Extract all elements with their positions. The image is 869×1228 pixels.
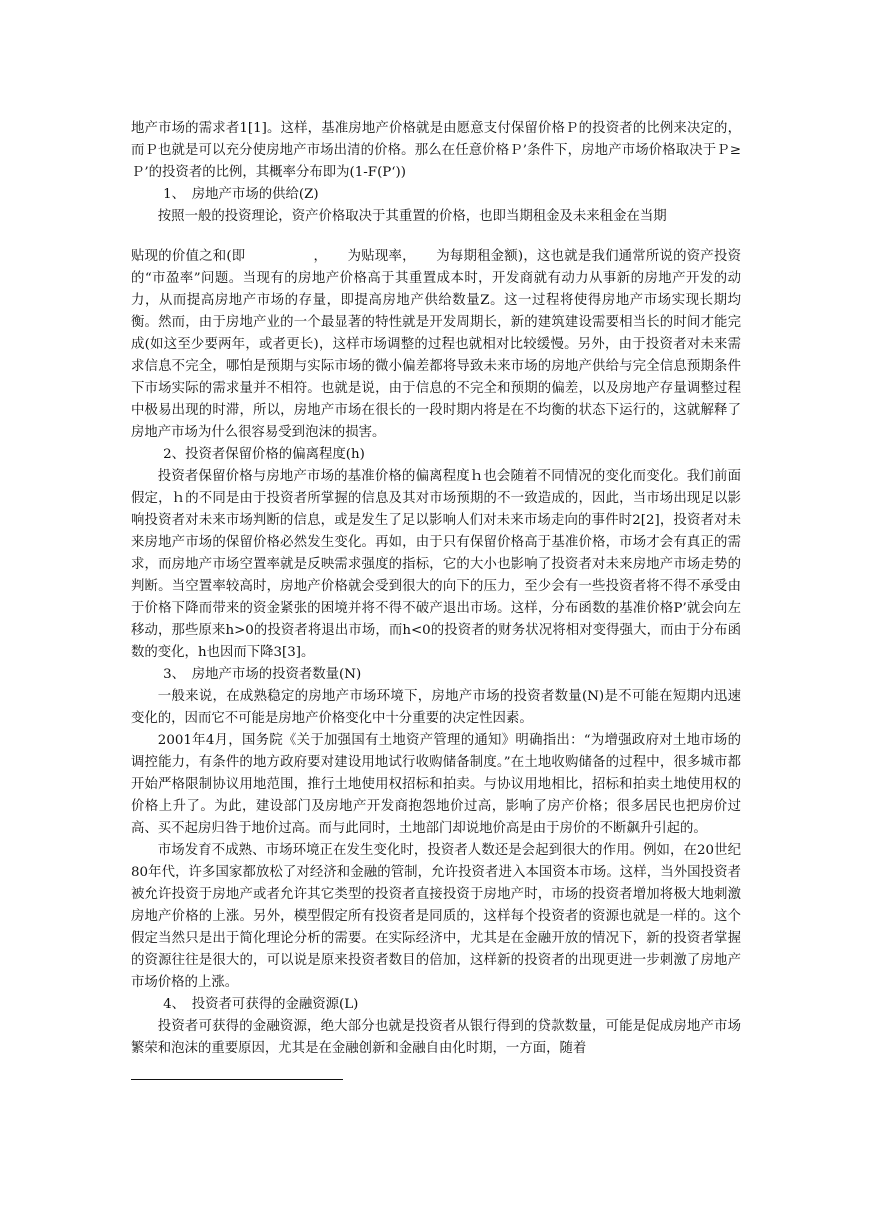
paragraph-investor-count: 一般来说，在成熟稳定的房地产市场环境下，房地产市场的投资者数量(N)是不可能在短期内迅速变化的，因而它不可能是房地产价格变化中十分重要的决定性因素。 <box>131 689 741 726</box>
paragraph-supply-body: 贴现的价值之和(即 ， 为贴现率， 为每期租金额)，这也就是我们通常所说的资产投资的“市盈率”问题。当现有的房地产价格高于其重置成本时，开发商就有动力从事新的房地产开发的动力，从而提高房地产市场的存量，即提高房地产供给数量Z。这一过程将使得房地产市场实现长期均衡。然而，由于房地产业的一个最显著的特性就是开发周期长，新的建筑建设需要相当长的时间才能完成(如这至少要两年，或者更长)，这样市场调整的过程也就相对比较缓慢。另外，由于投资者对未来需求信息不完全，哪怕是预期与实际市场的微小偏差都将导致未来市场的房地产供给与完全信息预期条件下市场实际的需求量并不相符。也就是说，由于信息的不完全和预期的偏差，以及房地产存量调整过程中极易出现的时滞，所以，房地产市场在很长的一段时期内将是在不均衡的状态下运行的，这就解释了房地产市场为什么很容易受到泡沫的损害。 <box>131 249 741 440</box>
paragraph-land-policy: 2001年4月，国务院《关于加强国有土地资产管理的通知》明确指出：“为增强政府对土地市场的调控能力，有条件的地方政府要对建设用地试行收购储备制度。”在土地收购储备的过程中，很多城市都开始严格限制协议用地范围，推行土地使用权招标和拍卖。与协议用地相比，招标和拍卖土地使用权的价格上升了。为此，建设部门及房地产开发商抱怨地价过高，影响了房产价格；很多居民也把房价过高、买不起房归咎于地价过高。而与此同时，土地部门却说地价高是由于房价的不断飙升引起的。 <box>131 733 741 836</box>
paragraph-market-development: 市场发育不成熟、市场环境正在发生变化时，投资者人数还是会起到很大的作用。例如，在20世纪80年代，许多国家都放松了对经济和金融的管制，允许投资者进入本国资本市场。这样，当外国投资者被允许投资于房地产或者允许其它类型的投资者直接投资于房地产时，市场的投资者增加将极大地刺激房地产价格的上涨。另外，模型假定所有投资者是同质的，这样每个投资者的资源也就是一样的。这个假定当然只是出于简化理论分析的需要。在实际经济中，尤其是在金融开放的情况下，新的投资者掌握的资源往往是很大的，可以说是原来投资者数目的倍加，这样新的投资者的出现更进一步刺激了房地产市场价格的上涨。 <box>131 843 741 990</box>
body-text <box>131 118 741 1060</box>
paragraph-reservation-price: 投资者保留价格与房地产市场的基准价格的偏离程度ｈ也会随着不同情况的变化而变化。我们前面假定，ｈ的不同是由于投资者所掌握的信息及其对市场预期的不一致造成的，因此，当市场出现足以影响投资者对未来市场判断的信息，或是发生了足以影响人们对未来市场走向的事件时2[2]，投资者对未来房地产市场的保留价格必然发生变化。再如，由于只有保留价格高于基准价格，市场才会有真正的需求，而房地产市场空置率就是反映需求强度的指标，它的大小也影响了投资者对未来房地产市场走势的判断。当空置率较高时，房地产价格就会受到很大的向下的压力，至少会有一些投资者将不得不承受由于价格下降而带来的资金紧张的困境并将不得不破产退出市场。这样，分布函数的基准价格P’就会向左移动，那些原来h>0的投资者将退出市场，而h<0的投资者的财务状况将相对变得强大，而由于分布函数的变化，h也因而下降3[3]。 <box>131 469 741 660</box>
paragraph-financial-resources: 投资者可获得的金融资源，绝大部分也就是投资者从银行得到的贷款数量，可能是促成房地产市场繁荣和泡沫的重要原因，尤其是在金融创新和金融自由化时期，一方面，随着 <box>131 1019 741 1056</box>
formula-gap <box>131 228 741 246</box>
heading-investor-count: 3、 房地产市场的投资者数量(N) <box>163 667 362 682</box>
heading-supply: 1、 房地产市场的供给(Z) <box>163 187 319 202</box>
paragraph-demand-continuation: 地产市场的需求者1[1]。这样，基准房地产价格就是由愿意支付保留价格Ｐ的投资者的比例来决定的，而Ｐ也就是可以充分使房地产市场出清的价格。那么在任意价格Ｐ’条件下，房地产市场价格取决于Ｐ≥Ｐ’的投资者的比例，其概率分布即为(1-F(P‘)) <box>131 121 741 180</box>
paragraph-supply-intro: 按照一般的投资理论，资产价格取决于其重置的价格，也即当期租金及未来租金在当期 <box>157 209 667 224</box>
heading-reservation-price-deviation: 2、投资者保留价格的偏离程度(h) <box>163 447 365 462</box>
footnote-separator <box>131 1079 343 1080</box>
heading-financial-resources: 4、 投资者可获得的金融资源(L) <box>163 997 359 1012</box>
